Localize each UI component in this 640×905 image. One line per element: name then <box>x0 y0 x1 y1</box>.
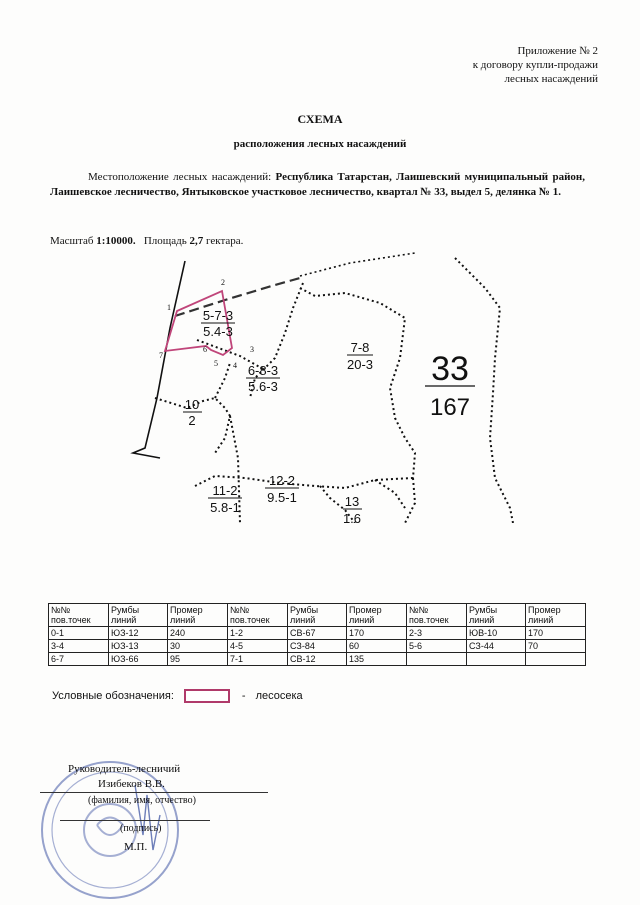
point-number: 2 <box>221 278 225 287</box>
table-cell: ЮЗ-12 <box>109 627 168 640</box>
legend-meaning: лесосека <box>255 690 303 702</box>
table-cell: СВ-12 <box>288 653 347 666</box>
appendix-line1: Приложение № 2 <box>517 45 598 57</box>
table-header-cell: №№ пов.точек <box>49 604 109 627</box>
point-number: 4 <box>233 361 237 370</box>
area-unit: гектара. <box>206 235 244 247</box>
table-cell: 6-7 <box>49 653 109 666</box>
quarter-number: 33 <box>431 350 469 388</box>
dotted-boundary <box>375 480 405 508</box>
legend <box>52 689 303 703</box>
table-cell <box>467 653 526 666</box>
plot-label-bottom: 1.6 <box>342 511 362 523</box>
plot-label-bottom: 9.5-1 <box>267 490 297 505</box>
table-row <box>49 627 586 640</box>
point-number: 3 <box>250 345 254 354</box>
appendix-line2: к договору купли-продажи <box>472 59 598 71</box>
point-number: 6 <box>203 345 207 354</box>
legend-dash: - <box>241 690 246 702</box>
plot-label-top: 5-7-3 <box>202 308 234 323</box>
legend-label: Условные обозначения: <box>52 690 174 702</box>
dotted-boundary <box>300 288 415 478</box>
table-cell <box>407 653 467 666</box>
plot-label-top: 11-2 <box>212 483 238 498</box>
forest-plot-map <box>115 248 520 523</box>
table-cell: 7-1 <box>228 653 288 666</box>
table-cell: 1-2 <box>228 627 288 640</box>
table-cell: 170 <box>526 627 586 640</box>
table-header-cell: Промер линий <box>347 604 407 627</box>
signatory-role: Руководитель-лесничий <box>68 763 181 775</box>
plot-label-bottom: 2 <box>188 413 196 428</box>
table-header-cell: Румбы линий <box>288 604 347 627</box>
plot-label-bottom: 20-3 <box>346 357 374 372</box>
table-cell: ЮЗ-13 <box>109 640 168 653</box>
table-header-cell: №№ пов.точек <box>228 604 288 627</box>
dotted-boundary <box>455 258 513 523</box>
location-paragraph <box>50 170 585 200</box>
document-title: СХЕМА <box>297 112 343 126</box>
plot-label-top: 13 <box>344 494 360 509</box>
table-cell: 3-4 <box>49 640 109 653</box>
table-cell: СВ-67 <box>288 627 347 640</box>
bearings-table <box>48 603 586 666</box>
table-cell: ЮВ-10 <box>467 627 526 640</box>
table-cell: 95 <box>168 653 228 666</box>
point-number: 5 <box>214 359 218 368</box>
plot-label-top: 12-2 <box>268 473 296 488</box>
table-cell: 30 <box>168 640 228 653</box>
table-cell: 170 <box>347 627 407 640</box>
table-cell: ЮЗ-66 <box>109 653 168 666</box>
plot-label-bottom: 5.4-3 <box>203 324 233 339</box>
table-header-cell: Промер линий <box>526 604 586 627</box>
plot-label-top: 6-8-3 <box>247 363 279 378</box>
plot-label-bottom: 5.8-1 <box>210 500 240 515</box>
table-header-cell: Промер линий <box>168 604 228 627</box>
table-header-cell: Румбы линий <box>467 604 526 627</box>
quarter-area: 167 <box>429 394 471 421</box>
top-boundary <box>300 253 415 276</box>
name-caption: (фамилия, имя, отчество) <box>88 795 196 806</box>
table-row <box>49 653 586 666</box>
document-subtitle: расположения лесных насаждений <box>233 138 407 150</box>
dotted-boundary <box>215 363 230 398</box>
table-header-cell: №№ пов.точек <box>407 604 467 627</box>
dotted-boundary <box>405 478 415 523</box>
plot-label-top: 10 <box>184 397 200 412</box>
sign-caption: (подпись) <box>120 823 162 834</box>
appendix-header <box>473 44 598 86</box>
scale-label: Масштаб <box>50 235 94 247</box>
table-cell: 135 <box>347 653 407 666</box>
table-cell: 4-5 <box>228 640 288 653</box>
table-row <box>49 640 586 653</box>
seal-placeholder: М.П. <box>124 841 148 853</box>
signature-block <box>40 762 270 855</box>
signature-line <box>60 808 210 821</box>
table-cell: 0-1 <box>49 627 109 640</box>
signatory-name: Изибеков В.В. <box>40 777 268 793</box>
table-cell: СЗ-44 <box>467 640 526 653</box>
plot-label-top: 7-8 <box>350 340 370 355</box>
table-cell: 5-6 <box>407 640 467 653</box>
location-value: Республика Татарстан, Лаишевский муниципальный район, Лаишевское лесничество, Янтыковское участковое лесничество, квартал № 33, выдел 5, делянка № 1. <box>50 171 586 198</box>
point-number: 1 <box>167 303 171 312</box>
area-label: Площадь <box>143 235 187 247</box>
point-number: 7 <box>159 351 163 360</box>
table-header-row <box>49 604 586 627</box>
appendix-line3: лесных насаждений <box>504 73 598 85</box>
table-header-cell: Румбы линий <box>109 604 168 627</box>
table-cell: 70 <box>526 640 586 653</box>
location-label: Местоположение лесных насаждений: <box>88 171 272 183</box>
table-cell: 2-3 <box>407 627 467 640</box>
cutting-area-swatch <box>184 689 230 703</box>
table-cell: 240 <box>168 627 228 640</box>
table-cell <box>526 653 586 666</box>
scale-line <box>50 235 243 247</box>
area-value: 2,7 <box>189 235 204 247</box>
scale-value: 1:10000. <box>96 235 136 247</box>
table-cell: СЗ-84 <box>288 640 347 653</box>
quarter-boundary-dashed <box>175 278 300 316</box>
plot-label-bottom: 5.6-3 <box>248 379 278 394</box>
table-cell: 60 <box>347 640 407 653</box>
